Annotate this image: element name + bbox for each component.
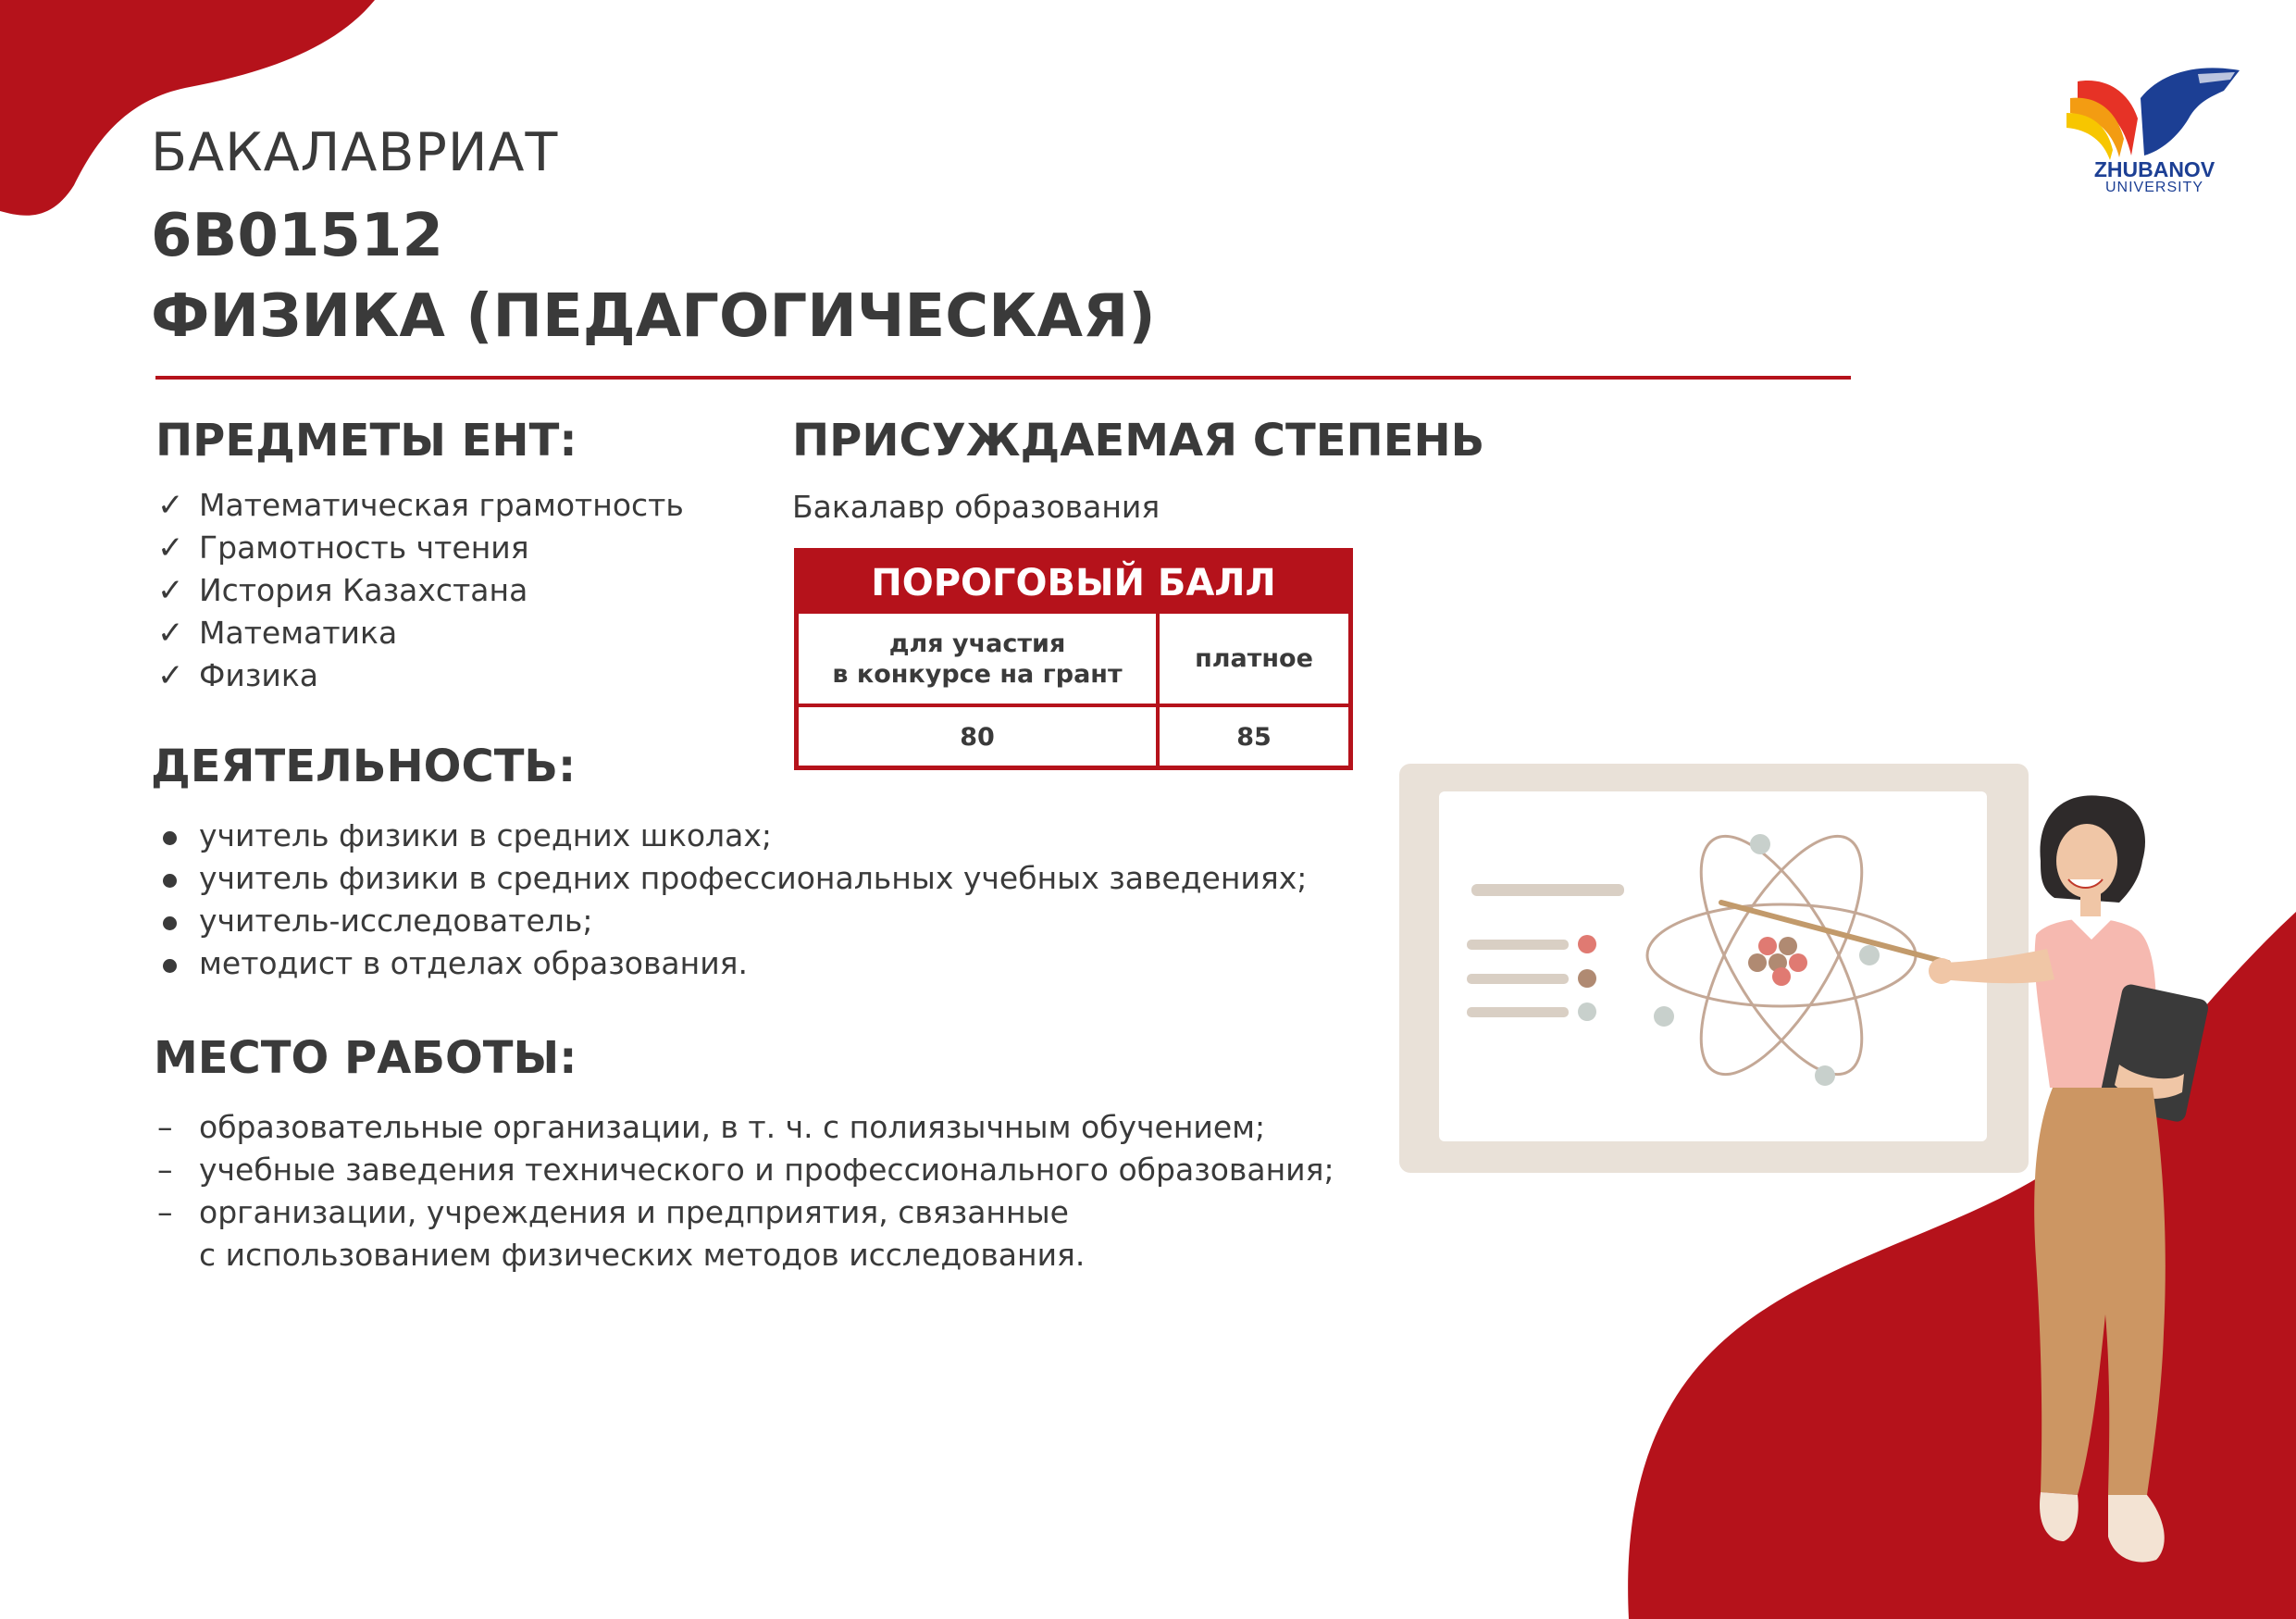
- list-item: ✓ Математическая грамотность: [157, 484, 684, 527]
- threshold-score-table: [794, 548, 1353, 770]
- list-item: ✓ Грамотность чтения: [157, 527, 684, 569]
- ent-subjects-list: [157, 484, 684, 697]
- paid-score-value: 85: [1236, 722, 1272, 752]
- header-divider: [155, 376, 1851, 380]
- program-code: 6B01512: [151, 202, 443, 270]
- table-row: [799, 707, 1348, 766]
- list-item: с использованием физических методов исследования.: [199, 1237, 1086, 1273]
- logo-subtitle: UNIVERSITY: [2104, 180, 2203, 195]
- check-icon: ✓: [157, 572, 184, 609]
- check-icon: ✓: [157, 657, 184, 694]
- list-item: – организации, учреждения и предприятия, связанные: [157, 1191, 1334, 1234]
- teacher-illustration: [1388, 741, 2296, 1619]
- activity-list: [157, 815, 1307, 985]
- list-item: – образовательные организации, в т. ч. с полиязычным обучением;: [157, 1106, 1334, 1149]
- degree-title: ПРИСУЖДАЕМАЯ СТЕПЕНЬ: [792, 415, 1485, 467]
- list-item: ✓ Математика: [157, 612, 684, 654]
- degree-value: Бакалавр образования: [792, 489, 1160, 525]
- list-item: учитель физики в средних школах;: [199, 817, 773, 853]
- dash-icon: –: [157, 1194, 173, 1230]
- program-name: ФИЗИКА (ПЕДАГОГИЧЕСКАЯ): [151, 282, 1156, 351]
- ent-subjects-title: ПРЕДМЕТЫ ЕНТ:: [155, 415, 577, 467]
- list-item: ✓ Физика: [157, 654, 684, 697]
- list-item: – учебные заведения технического и профессионального образования;: [157, 1149, 1334, 1191]
- table-header-row: [799, 614, 1348, 707]
- list-item: учитель физики в средних профессиональных учебных заведениях;: [199, 860, 1308, 896]
- program-level: БАКАЛАВРИАТ: [151, 122, 559, 183]
- dash-icon: –: [157, 1109, 173, 1145]
- logo-name: ZHUBANOV: [2093, 157, 2215, 181]
- grant-score-value: 80: [799, 707, 1160, 766]
- dash-icon: –: [157, 1152, 173, 1188]
- list-item: учитель-исследователь;: [199, 903, 593, 939]
- threshold-title: ПОРОГОВЫЙ БАЛЛ: [799, 553, 1348, 614]
- check-icon: ✓: [157, 529, 184, 567]
- paid-column-header: платное: [1195, 644, 1313, 673]
- workplace-list: [157, 1106, 1334, 1277]
- list-item: ✓ История Казахстана: [157, 569, 684, 612]
- list-item: методист в отделах образования.: [199, 945, 749, 981]
- activity-title: ДЕЯТЕЛЬНОСТЬ:: [151, 741, 577, 792]
- grant-column-header: для участия в конкурсе на грант: [799, 614, 1160, 704]
- workplace-title: МЕСТО РАБОТЫ:: [154, 1032, 577, 1084]
- check-icon: ✓: [157, 615, 184, 652]
- check-icon: ✓: [157, 487, 184, 524]
